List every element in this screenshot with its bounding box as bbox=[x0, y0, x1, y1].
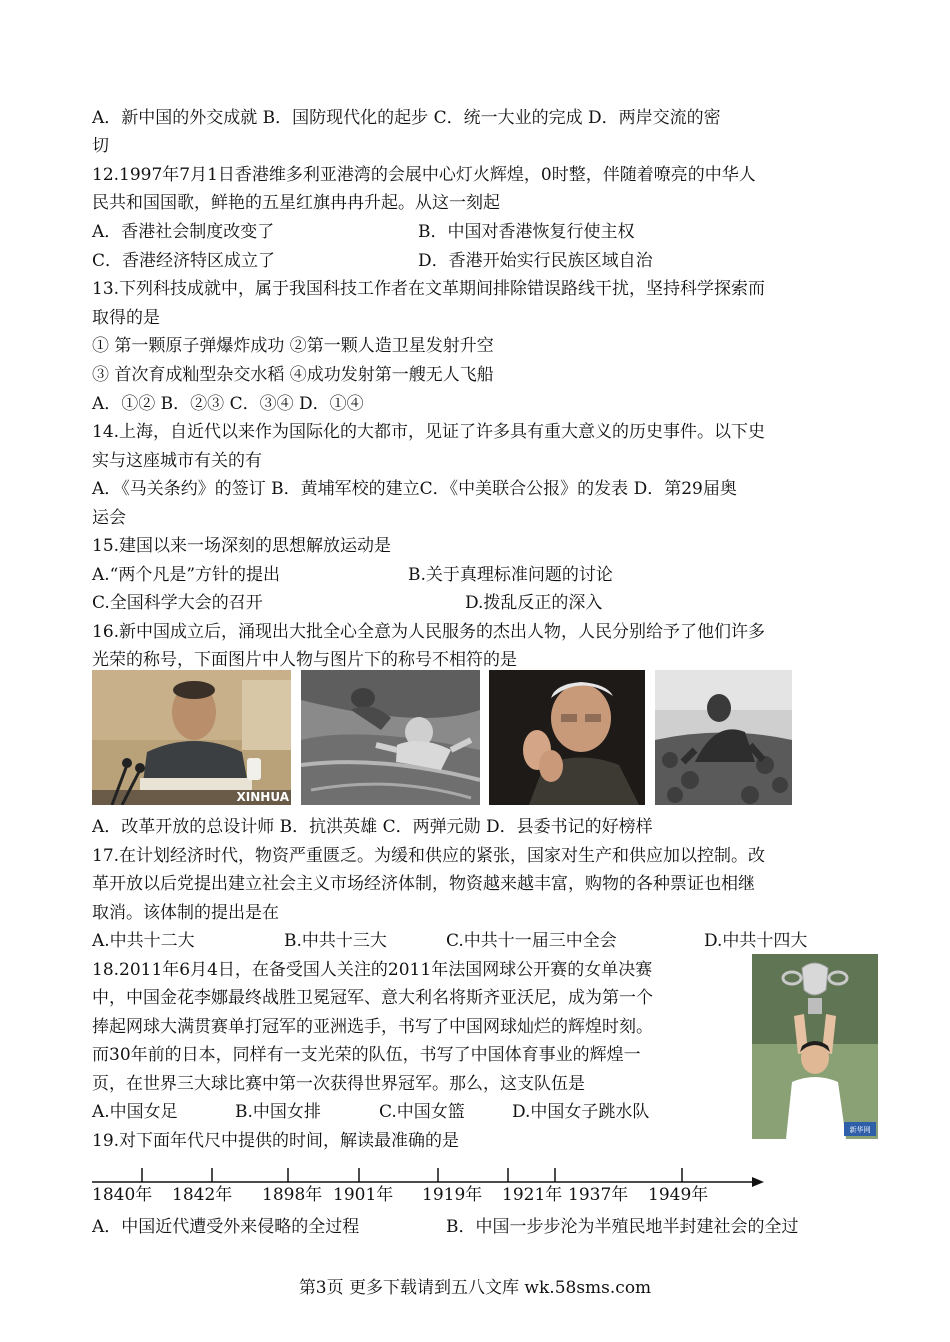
q18-option-b: B.中国女排 bbox=[235, 1102, 321, 1122]
q17-option-d: D.中共十四大 bbox=[704, 931, 808, 951]
xinhua-watermark: XINHUA bbox=[236, 790, 289, 804]
q16-stem: 16.新中国成立后，涌现出大批全心全意为人民服务的杰出人物，人民分别给予了他们许多 bbox=[92, 622, 766, 642]
q15-option-d: D.拨乱反正的深入 bbox=[465, 593, 603, 613]
q18-stem-cont3: 而30年前的日本，同样有一支光荣的队伍，书写了中国体育事业的辉煌一 bbox=[92, 1045, 641, 1065]
q19-option-b: B．中国一步步沦为半殖民地半封建社会的全过 bbox=[446, 1217, 799, 1237]
q14-stem-cont: 实与这座城市有关的有 bbox=[92, 451, 262, 471]
q17-option-b: B.中共十三大 bbox=[284, 931, 387, 951]
q12-option-a: A．香港社会制度改变了 bbox=[92, 222, 275, 242]
q17-option-c: C.中共十一届三中全会 bbox=[446, 931, 617, 951]
q17-stem-cont2: 取消。该体制的提出是在 bbox=[92, 903, 279, 923]
q13-items-1: ① 第一颗原子弹爆炸成功 ②第一颗人造卫星发射升空 bbox=[92, 336, 494, 356]
q13-items-2: ③ 首次育成籼型杂交水稻 ④成功发射第一艘无人飞船 bbox=[92, 365, 494, 385]
q17-option-a: A.中共十二大 bbox=[92, 931, 195, 951]
timeline-year-label: 1842年 bbox=[172, 1185, 233, 1205]
q16-stem-cont: 光荣的称号，下面图片中人物与图片下的称号不相符的是 bbox=[92, 650, 517, 670]
q15-option-c: C.全国科学大会的召开 bbox=[92, 593, 263, 613]
q11-options: A．新中国的外交成就 B．国防现代化的起步 C．统一大业的完成 D．两岸交流的密 bbox=[92, 108, 721, 128]
q15-stem: 15.建国以来一场深刻的思想解放运动是 bbox=[92, 536, 392, 556]
q12-option-c: C．香港经济特区成立了 bbox=[92, 251, 276, 271]
photo-county-secretary bbox=[655, 670, 792, 805]
timeline-year-label: 1949年 bbox=[648, 1185, 709, 1205]
timeline-year-label: 1919年 bbox=[422, 1185, 483, 1205]
xinhuanet-watermark: 新华网 bbox=[849, 1126, 871, 1134]
q18-stem-cont2: 捧起网球大满贯赛单打冠军的亚洲选手，书写了中国网球灿烂的辉煌时刻。 bbox=[92, 1017, 653, 1037]
q18-stem: 18.2011年6月4日，在备受国人关注的2011年法国网球公开赛的女单决赛 bbox=[92, 960, 653, 980]
q16-options: A．改革开放的总设计师 B．抗洪英雄 C．两弹元勋 D．县委书记的好榜样 bbox=[92, 817, 653, 837]
q14-options: A．《马关条约》的签订 B．黄埔军校的建立C．《中美联合公报》的发表 D．第29届奥 bbox=[92, 479, 737, 499]
timeline-year-label: 1898年 bbox=[262, 1185, 323, 1205]
photo-li-na-trophy bbox=[752, 954, 878, 1139]
q18-option-d: D.中国女子跳水队 bbox=[512, 1102, 650, 1122]
q17-stem-cont: 革开放以后党提出建立社会主义市场经济体制，物资越来越丰富，购物的各种票证也相继 bbox=[92, 874, 755, 894]
q15-option-b: B.关于真理标准问题的讨论 bbox=[408, 565, 613, 585]
q13-options: A．①② B．②③ C．③④ D．①④ bbox=[92, 394, 364, 414]
timeline-year-label: 1937年 bbox=[568, 1185, 629, 1205]
page-footer: 第3页 更多下载请到五八文库 wk.58sms.com bbox=[298, 1278, 652, 1298]
timeline-year-label: 1840年 bbox=[92, 1185, 153, 1205]
q14-options-wrap: 运会 bbox=[92, 508, 126, 528]
q12-stem-cont: 民共和国国歌，鲜艳的五星红旗冉冉升起。从这一刻起 bbox=[92, 193, 500, 213]
q13-stem: 13.下列科技成就中，属于我国科技工作者在文革期间排除错误路线干扰，坚持科学探索而 bbox=[92, 279, 766, 299]
q17-stem: 17.在计划经济时代，物资严重匮乏。为缓和供应的紧张，国家对生产和供应加以控制。改 bbox=[92, 846, 766, 866]
q12-stem: 12.1997年7月1日香港维多利亚港湾的会展中心灯火辉煌，0时整，伴随着嘹亮的中华人 bbox=[92, 165, 756, 185]
q19-stem: 19.对下面年代尺中提供的时间，解读最准确的是 bbox=[92, 1131, 460, 1151]
q12-option-b: B．中国对香港恢复行使主权 bbox=[418, 222, 635, 242]
q14-stem: 14.上海，自近代以来作为国际化的大都市，见证了许多具有重大意义的历史事件。以下史 bbox=[92, 422, 766, 442]
q18-stem-cont4: 页，在世界三大球比赛中第一次获得世界冠军。那么，这支队伍是 bbox=[92, 1074, 585, 1094]
timeline-year-label: 1921年 bbox=[502, 1185, 563, 1205]
photo-deng-xiaoping bbox=[92, 670, 291, 805]
q15-option-a: A.“两个凡是”方针的提出 bbox=[92, 565, 281, 585]
q19-option-a: A．中国近代遭受外来侵略的全过程 bbox=[92, 1217, 360, 1237]
q13-stem-cont: 取得的是 bbox=[92, 308, 160, 328]
q12-option-d: D．香港开始实行民族区域自治 bbox=[418, 251, 653, 271]
timeline-year-label: 1901年 bbox=[333, 1185, 394, 1205]
photo-scientist bbox=[489, 670, 645, 805]
q18-option-c: C.中国女篮 bbox=[379, 1102, 465, 1122]
q11-options-wrap: 切 bbox=[92, 136, 109, 156]
q18-option-a: A.中国女足 bbox=[92, 1102, 178, 1122]
photo-flood-hero bbox=[301, 670, 480, 805]
q18-stem-cont1: 中，中国金花李娜最终战胜卫冕冠军、意大利名将斯齐亚沃尼，成为第一个 bbox=[92, 988, 653, 1008]
